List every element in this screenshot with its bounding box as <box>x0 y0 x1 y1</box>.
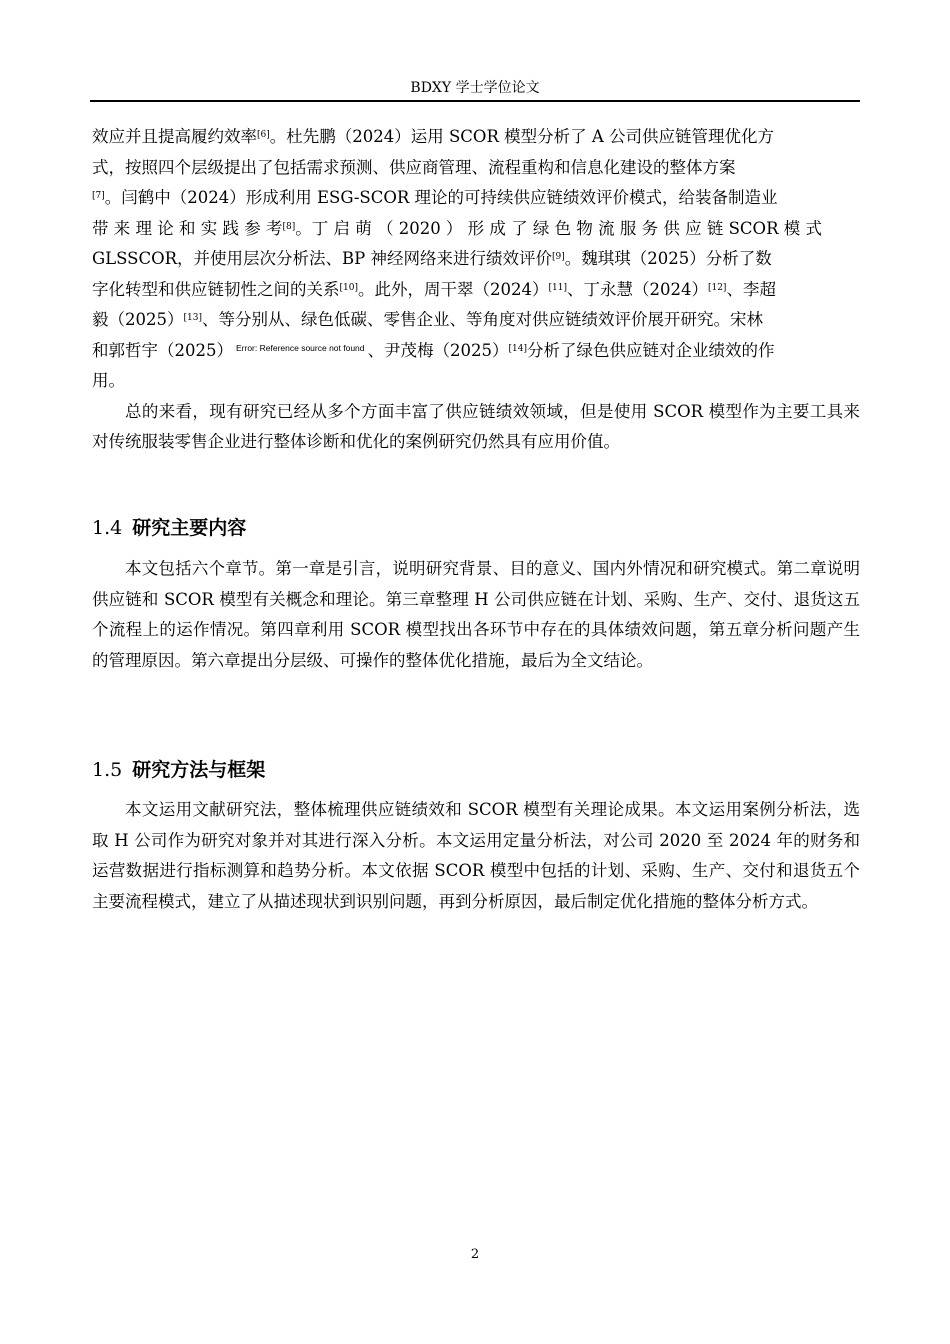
section-heading-1-5 <box>92 755 265 785</box>
citation: [10] <box>339 282 358 293</box>
body-text <box>92 122 860 458</box>
section-title: 研究主要内容 <box>132 517 247 539</box>
summary-paragraph: 总的来看，现有研究已经从多个方面丰富了供应链绩效领域，但是使用 SCOR 模型作为主要工具来对传统服装零售企业进行整体诊断和优化的案例研究仍然具有应用价值。 <box>92 401 860 451</box>
citation: [13] <box>183 313 202 324</box>
citation: [11] <box>548 282 567 293</box>
section-1-5-body <box>92 795 860 917</box>
section-heading-1-4 <box>92 513 246 543</box>
header-divider <box>90 100 860 102</box>
content-paragraph: 本文包括六个章节。第一章是引言，说明研究背景、目的意义、国内外情况和研究模式。第二章说明供应链和 SCOR 模型有关概念和理论。第三章整理 H 公司供应链在计划、采购、生产、交付、退货这五个流程上的运作情况。第四章利用 SCOR 模型找出各环节中存在的具体绩效问题，第五章分析问题产生的管理原因。第六章提出分层级、可操作的整体优化措施，最后为全文结论。 <box>92 559 860 670</box>
literature-line: 用。 <box>92 371 125 390</box>
citation: [7] <box>92 191 105 202</box>
literature-line: 字化转型和供应链韧性之间的关系[10]。此外，周干翠（2024）[11]、丁永慧（2024）[12]、李超 <box>92 279 776 299</box>
literature-line: 式，按照四个层级提出了包括需求预测、供应商管理、流程重构和信息化建设的整体方案 <box>92 157 736 177</box>
section-title: 研究方法与框架 <box>132 759 266 781</box>
literature-line: [7]。闫鹤中（2024）形成利用 ESG-SCOR 理论的可持续供应链绩效评价模式，给装备制造业 <box>92 188 778 207</box>
literature-line: 毅（2025）[13]、等分别从、绿色低碳、零售企业、等角度对供应链绩效评价展开研究。宋林 <box>92 310 763 329</box>
citation: [12] <box>707 282 727 293</box>
literature-line: 和郭哲宇（2025） $^{Error: Reference source not found}$ 、尹茂梅（2025）[14]分析了绿色供应链对企业绩效的作 <box>92 340 775 360</box>
citation: [6] <box>257 130 270 141</box>
section-1-4-body <box>92 554 860 676</box>
section-number: 1.4 <box>92 517 123 539</box>
citation: [8] <box>282 221 296 232</box>
page-number: 2 <box>470 1247 480 1262</box>
method-paragraph: 本文运用文献研究法，整体梳理供应链绩效和 SCOR 模型有关理论成果。本文运用案例分析法，选取 H 公司作为研究对象并对其进行深入分析。本文运用定量分析法，对公司 2020 至 2024 年的财务和运营数据进行指标测算和趋势分析。本文依据 SCOR 模型中包括的计划、采购、生产、交付和退货五个主要流程模式，建立了从描述现状到识别问题，再到分析原因，最后制定优化措施的整体分析方式。 <box>92 800 860 911</box>
citation: [9] <box>552 252 565 263</box>
literature-line: GLSSCOR，并使用层次分析法、BP 神经网络来进行绩效评价[9]。魏琪琪（2025）分析了数 <box>92 249 772 268</box>
section-number: 1.5 <box>92 759 123 781</box>
literature-line: 带 来 理 论 和 实 践 参 考[8]。丁 启 萌 （ 2020 ） 形 成 了 绿 色 物 流 服 务 供 应 链 SCOR 模 式 <box>92 218 822 238</box>
literature-line: 效应并且提高履约效率[6]。杜先鹏（2024）运用 SCOR 模型分析了 A 公司供应链管理优化方 <box>92 127 775 146</box>
reference-error: Error: Reference source not found <box>236 342 365 353</box>
running-header: BDXY 学士学位论文 <box>410 80 540 96</box>
citation: [14] <box>508 343 527 354</box>
